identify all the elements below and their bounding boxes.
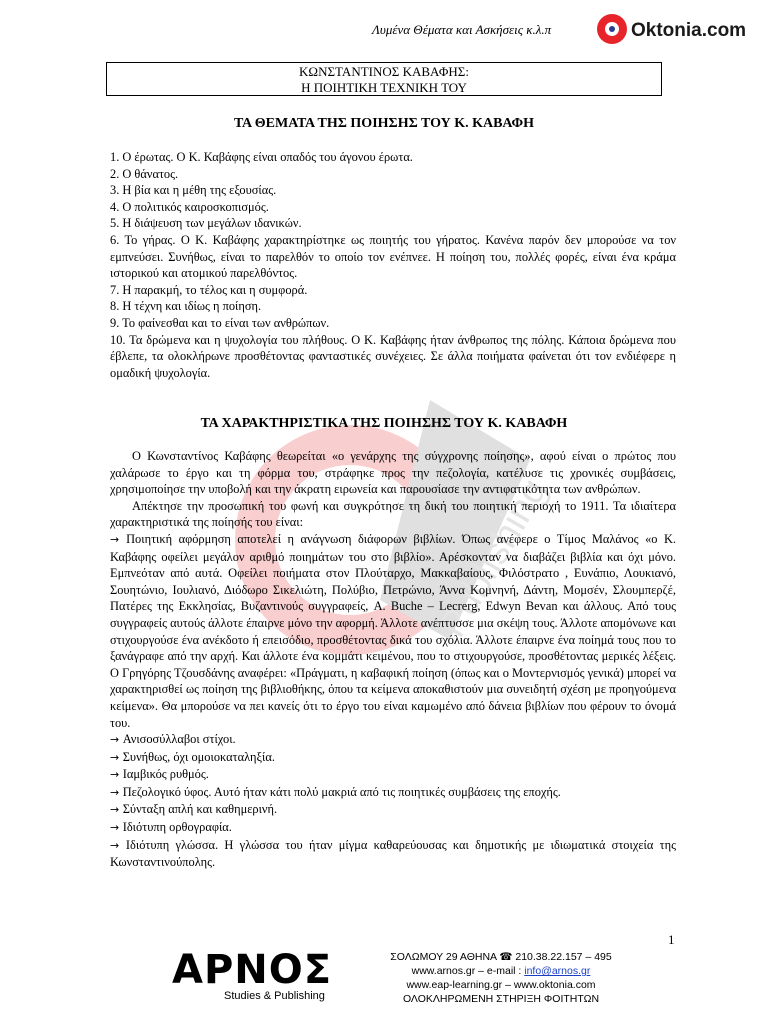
characteristic-item: → Ανισοσύλλαβοι στίχοι. bbox=[110, 732, 236, 747]
arnos-logo-text: ΑΡΝΟΣ bbox=[172, 947, 333, 993]
characteristic-item: → Πεζολογικό ύφος. Αυτό ήταν κάτι πολύ μακριά από τις ποιητικές συμβάσεις της εποχής. bbox=[110, 784, 561, 799]
footer-web2: www.eap-learning.gr – www.oktonia.com bbox=[406, 979, 596, 991]
theme-item: 10. Τα δρώμενα και η ψυχολογία του πλήθους. Ο Κ. Καβάφης ήταν άνθρωπος της πόλης. Κάποια δρώμενα που έβλεπε, τα ολοκλήρωνε προσθέτοντας φανταστικές συνέχειες. Σε άλλα ποιήματα φαίνεται ότι τον ενδιέφερε η ομαδική ψυχολογία. bbox=[110, 332, 676, 380]
characteristic-item: → Συνήθως, όχι ομοιοκαταληξία. bbox=[110, 749, 275, 764]
section2-title: ΤΑ ΧΑΡΑΚΤΗΡΙΣΤΙΚΑ ΤΗΣ ΠΟΙΗΣΗΣ ΤΟΥ Κ. ΚΑΒΑΦΗ bbox=[200, 416, 568, 431]
arrow-icon: → bbox=[110, 768, 123, 782]
logo-text: Oktonia.com bbox=[631, 20, 747, 41]
svg-text:Publishing: Publishing bbox=[431, 471, 556, 645]
logo-circle-icon bbox=[597, 14, 627, 44]
theme-item: 6. Το γήρας. Ο Κ. Καβάφης χαρακτηρίστηκε ως ποιητής του γήρατος. Κανένα παρόν δεν μπορούσε να τον εμπνεύσει. Συνήθως, είναι το παρελθόν το οποίο τον ενέπνεε. Η ποίηση του, πολλές φορές, είναι ένα κράμα ιστορικού και ατομικού παρελθόντος. bbox=[110, 232, 676, 281]
arrow-icon: → bbox=[110, 821, 123, 835]
characteristic-item: → Σύνταξη απλή και καθημερινή. bbox=[110, 802, 278, 817]
title-line-2: Η ΠΟΙΗΤΙΚΗ ΤΕΧΝΙΚΗ ΤΟΥ bbox=[301, 80, 467, 95]
header-note: Λυμένα Θέματα και Ασκήσεις κ.λ.π bbox=[372, 22, 552, 37]
characteristics-body bbox=[110, 448, 676, 871]
theme-item: 5. Η διάψευση των μεγάλων ιδανικών. bbox=[110, 216, 302, 231]
theme-item: 8. Η τέχνη και ιδίως η ποίηση. bbox=[110, 299, 262, 314]
arrow-icon: → bbox=[110, 750, 123, 764]
theme-item: 2. Ο θάνατος. bbox=[110, 166, 179, 181]
characteristics-list bbox=[110, 531, 676, 871]
footer-web: www.arnos.gr – e-mail : info@arnos.gr bbox=[411, 965, 591, 977]
section1-title: ΤΑ ΘΕΜΑΤΑ ΤΗΣ ΠΟΙΗΣΗΣ ΤΟΥ Κ. ΚΑΒΑΦΗ bbox=[233, 116, 535, 131]
email-link[interactable]: info@arnos.gr bbox=[524, 965, 591, 977]
arnos-logo-subtitle: Studies & Publishing bbox=[224, 990, 325, 1002]
characteristic-item: → Ιδιότυπη γλώσσα. Η γλώσσα του ήταν μίγμα καθαρεύουσας και δημοτικής με ιδιωματικά στοιχεία της Κωνσταντινούπολης. bbox=[110, 837, 677, 870]
arrow-icon: → bbox=[110, 532, 127, 546]
arrow-icon: → bbox=[110, 803, 123, 817]
themes-list bbox=[110, 149, 676, 381]
title-box bbox=[106, 62, 662, 96]
theme-item: 4. Ο πολιτικός καιροσκοπισμός. bbox=[110, 199, 269, 214]
page-number: 1 bbox=[668, 932, 675, 947]
title-line-1: ΚΩΝΣΤΑΝΤΙΝΟΣ ΚΑΒΑΦΗΣ: bbox=[299, 64, 469, 79]
arrow-icon: → bbox=[110, 785, 123, 799]
footer-support: ΟΛΟΚΛΗΡΩΜΕΝΗ ΣΤΗΡΙΞΗ ΦΟΙΤΗΤΩΝ bbox=[402, 993, 600, 1005]
theme-item: 3. Η βία και η μέθη της εξουσίας. bbox=[110, 183, 277, 198]
arnos-logo bbox=[172, 948, 350, 1006]
characteristic-item: → Ποιητική αφόρμηση αποτελεί η ανάγνωση διάφορων βιβλίων. Όπως ανέφερε ο Τίμος Μαλάνος «ο Κ. Καβάφης οφείλει μεγάλον αριθμό ποιημάτων του στο βιβλίο». Αρέσκονταν να διαβάζει βιβλία και όχι μόνο. Εμπνεόταν από αυτά. Οφείλει ποιήματα στον Πλούταρχο, Μακκαβαίους, Φιλόστρατο , Ευνάπιο, Λουκιανό, Σουητώνιο, Ιουλιανό, Διόδωρο Σικελιώτη, Πολύβιο, Πετρώνιο, Άννα Κομνηνή, Δάντη, Μομσέν, Σλουμπερζέ, Πατέρες της Εκκλησίας, Βυζαντινούς συγγραφείς, A. Buche – Lecrerg, Edwyn Bevan και άλλους. Από τους συγγραφείς αυτούς άλλοτε έπαιρνε μόνο την αφορμή. Άλλοτε ανέπτυσσε μια σκέψη τους. Άλλοτε απομόνωνε και στιχουργούσε ένα ανέκδοτο ή επεισόδιο, προσθέτοντας δικά του σχόλια. Άλλοτε έπαιρνε ένα ποίημά τους που το ξανάγραφε από την αρχή. Και άλλοτε ένα κομμάτι κειμένου, που το στιχουργούσε, προσθέτοντας μερικές λέξεις. Ο Γρηγόρης Τζουσδάνης αναφέρει: «Πράγματι, η καβαφική ποίηση (όπως και ο Μοντερνισμός γενικά) μπορεί να χαρακτηρισθεί ως ποίηση της βιβλιοθήκης, όπου τα κείμενα αποκαθιστούν μια συνειδητή σχέση με προηγούμενα κείμενα». Θα μπορούσε να πει κανείς ότι το έργο του είναι καμωμένο από δάνεια βιβλίων που φέρουν το όνομά του. bbox=[110, 531, 676, 730]
characteristic-item: → Ιαμβικός ρυθμός. bbox=[110, 767, 209, 782]
arrow-icon: → bbox=[110, 838, 126, 852]
intro-paragraph: Ο Κωνσταντίνος Καβάφης θεωρείται «ο γενάρχης της σύγχρονης ποίησης», αφού είναι ο πρώτος που χαλάρωσε το έργο και τη φόρμα του, στράφηκε προς την πεζολογία, κατέλυσε τις χρονικές συμβάσεις, χρησιμοποίησε την υποβολή και την άκρατη ειρωνεία και παρουσίασε την αντιφατικότητα των ανθρώπων. bbox=[110, 449, 676, 497]
footer-address: ΣΟΛΩΜΟΥ 29 ΑΘΗΝΑ ☎ 210.38.22.157 – 495 bbox=[390, 951, 612, 963]
theme-item: 1. Ο έρωτας. Ο Κ. Καβάφης είναι οπαδός του άγονου έρωτα. bbox=[110, 150, 413, 164]
arrow-icon: → bbox=[110, 733, 123, 747]
characteristic-item: → Ιδιότυπη ορθογραφία. bbox=[110, 820, 232, 835]
footer-info bbox=[356, 950, 646, 1006]
second-paragraph: Απέκτησε την προσωπική του φωνή και συγκρότησε τη δική του ποιητική περιοχή το 1911. Τα ιδιαίτερα χαρακτηριστικά της ποίησής του είναι: bbox=[110, 498, 676, 530]
theme-item: 7. Η παρακμή, το τέλος και η συμφορά. bbox=[110, 282, 308, 297]
oktonia-logo[interactable] bbox=[597, 14, 767, 58]
theme-item: 9. Το φαίνεσθαι και το είναι των ανθρώπων. bbox=[110, 315, 330, 330]
